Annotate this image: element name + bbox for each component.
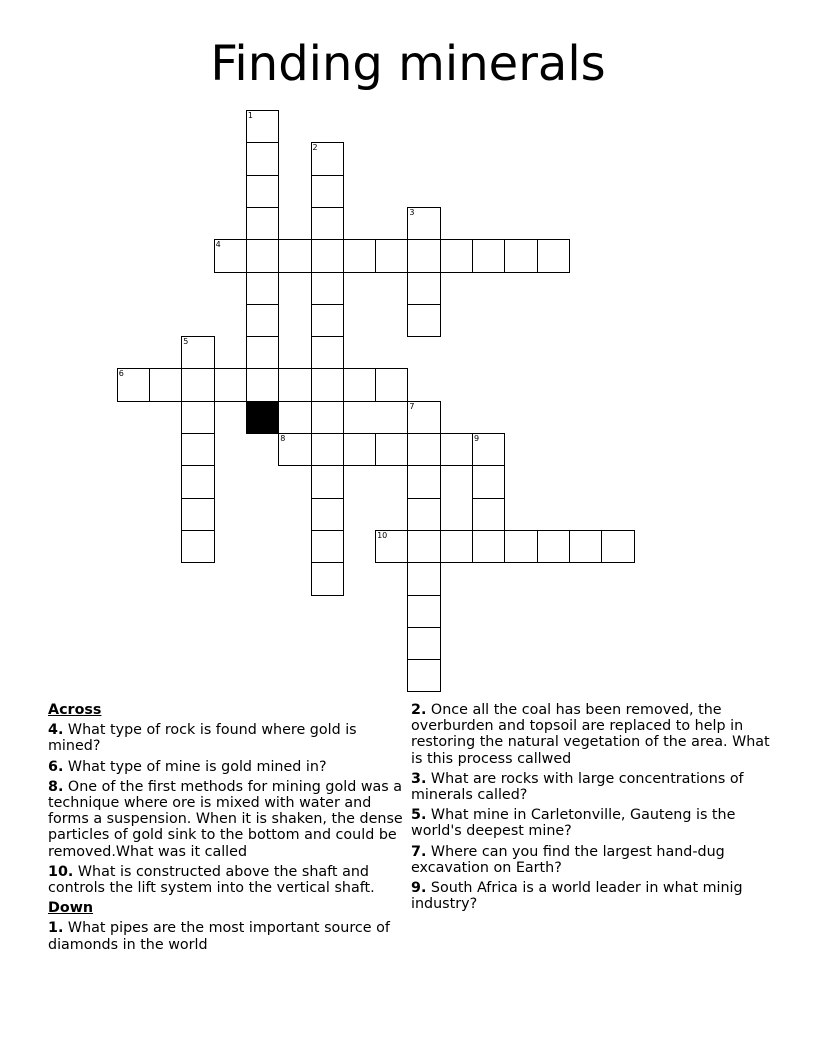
cell-number: 9	[474, 434, 480, 443]
grid-cell[interactable]	[181, 336, 214, 369]
grid-cell[interactable]	[601, 530, 634, 563]
clue-text: What mine in Carletonville, Gauteng is the world's deepest mine?	[411, 807, 736, 840]
grid-cell[interactable]	[537, 239, 570, 272]
grid-cell[interactable]	[214, 368, 247, 401]
grid-cell[interactable]	[407, 595, 440, 628]
grid-cell[interactable]	[343, 433, 376, 466]
grid-cell[interactable]	[537, 530, 570, 563]
cell-number: 4	[215, 240, 221, 250]
clues-left-column	[48, 702, 408, 957]
cell-number: 8	[280, 434, 286, 443]
clues-right-column	[411, 702, 771, 916]
grid-cell[interactable]	[472, 433, 505, 466]
clue-across-8	[48, 779, 408, 860]
clue-across-6	[48, 759, 408, 775]
grid-cell[interactable]	[278, 239, 311, 272]
grid-cell[interactable]	[246, 207, 279, 240]
grid-cell[interactable]	[246, 239, 279, 272]
grid-cell[interactable]	[375, 239, 408, 272]
grid-cell[interactable]	[149, 368, 182, 401]
grid-cell[interactable]	[311, 142, 344, 175]
clue-number: 6.	[48, 758, 64, 775]
grid-cell[interactable]	[181, 368, 214, 401]
clue-across-10	[48, 864, 408, 896]
grid-cell[interactable]	[407, 433, 440, 466]
grid-cell[interactable]	[343, 368, 376, 401]
grid-cell[interactable]	[246, 142, 279, 175]
grid-cell[interactable]	[311, 530, 344, 563]
grid-cell[interactable]	[278, 433, 311, 466]
grid-cell[interactable]	[375, 368, 408, 401]
clue-down-1	[48, 920, 408, 952]
grid-cell[interactable]	[246, 175, 279, 208]
clue-text: Where can you find the largest hand-dug excavation on Earth?	[411, 843, 725, 876]
clue-number: 4.	[48, 722, 64, 739]
grid-cell[interactable]	[311, 239, 344, 272]
clue-number: 1.	[48, 920, 64, 937]
grid-cell[interactable]	[311, 272, 344, 305]
clue-number: 7.	[411, 843, 427, 860]
cell-number: 6	[118, 369, 124, 379]
clue-number: 8.	[48, 778, 64, 795]
grid-cell[interactable]	[311, 498, 344, 531]
grid-cell[interactable]	[246, 304, 279, 337]
clue-text: What are rocks with large concentrations of minerals called?	[411, 770, 744, 804]
cell-number: 3	[409, 207, 415, 217]
grid-cell[interactable]	[311, 401, 344, 434]
grid-cell[interactable]	[246, 336, 279, 369]
clue-text: South Africa is a world leader in what minig industry?	[411, 880, 743, 913]
grid-cell[interactable]	[472, 530, 505, 563]
across-heading: Across	[48, 702, 102, 718]
clue-number: 9.	[411, 880, 427, 897]
clue-text: Once all the coal has been removed, the overburden and topsoil are replaced to help in restoring the natural vegetation of the area. What is this process callwed	[411, 702, 770, 767]
grid-cell[interactable]	[246, 368, 279, 401]
clue-down-7	[411, 844, 771, 876]
clue-down-2	[411, 702, 771, 767]
grid-cell[interactable]	[311, 465, 344, 498]
clue-number: 10.	[48, 863, 74, 880]
grid-cell[interactable]	[472, 465, 505, 498]
grid-cell[interactable]	[214, 239, 247, 272]
clue-across-4	[48, 722, 408, 754]
grid-cell[interactable]	[407, 304, 440, 337]
grid-cell[interactable]	[407, 498, 440, 531]
grid-cell[interactable]	[407, 530, 440, 563]
cell-number: 2	[312, 143, 318, 153]
grid-cell[interactable]	[407, 272, 440, 305]
down-heading: Down	[48, 900, 94, 917]
cell-number: 7	[409, 401, 415, 411]
grid-cell[interactable]	[472, 498, 505, 531]
grid-cell[interactable]	[407, 239, 440, 272]
grid-cell[interactable]	[311, 304, 344, 337]
clue-text: What type of mine is gold mined in?	[63, 758, 327, 775]
grid-cell[interactable]	[407, 465, 440, 498]
clue-text: One of the first methods for mining gold was a technique where ore is mixed with water and forms a suspension. When it is shaken, the dense particles of gold sink to the bottom and could be removed.What was it called	[48, 778, 403, 860]
grid-cell[interactable]	[117, 368, 150, 401]
grid-cell[interactable]	[311, 336, 344, 369]
grid-cell[interactable]	[440, 530, 473, 563]
grid-cell[interactable]	[278, 368, 311, 401]
cell-number: 5	[183, 337, 189, 347]
grid-cell[interactable]	[407, 401, 440, 434]
grid-cell[interactable]	[407, 562, 440, 595]
clue-down-9	[411, 880, 771, 912]
grid-cell[interactable]	[407, 659, 440, 692]
grid-cell[interactable]	[472, 239, 505, 272]
cell-number: 10	[377, 530, 388, 540]
grid-cell[interactable]	[375, 433, 408, 466]
grid-cell[interactable]	[181, 465, 214, 498]
puzzle-title: Finding minerals	[210, 36, 606, 92]
grid-cell[interactable]	[504, 530, 537, 563]
grid-cell[interactable]	[407, 627, 440, 660]
grid-cell[interactable]	[311, 433, 344, 466]
grid-cell[interactable]	[407, 207, 440, 240]
grid-cell[interactable]	[375, 530, 408, 563]
grid-cell[interactable]	[311, 562, 344, 595]
grid-cell[interactable]	[181, 530, 214, 563]
grid-cell[interactable]	[278, 401, 311, 434]
grid-cell[interactable]	[569, 530, 602, 563]
grid-cell[interactable]	[311, 368, 344, 401]
clue-number: 3.	[411, 770, 427, 787]
clue-down-5	[411, 807, 771, 839]
clue-number: 5.	[411, 807, 427, 824]
grid-cell[interactable]	[246, 272, 279, 305]
grid-cell[interactable]	[181, 401, 214, 434]
grid-cell[interactable]	[311, 207, 344, 240]
clue-text: What is constructed above the shaft and controls the lift system into the vertical shaft.	[48, 863, 375, 897]
clue-down-3	[411, 771, 771, 803]
grid-cell[interactable]	[440, 239, 473, 272]
grid-cell[interactable]	[181, 433, 214, 466]
clue-number: 2.	[411, 702, 427, 718]
grid-cell[interactable]	[246, 110, 279, 143]
cell-number: 1	[247, 111, 253, 120]
grid-cell[interactable]	[181, 498, 214, 531]
clue-text: What type of rock is found where gold is mined?	[48, 722, 357, 755]
grid-cell[interactable]	[343, 239, 376, 272]
grid-cell[interactable]	[440, 433, 473, 466]
grid-cell[interactable]	[504, 239, 537, 272]
grid-cell[interactable]	[311, 175, 344, 208]
clue-text: What pipes are the most important source of diamonds in the world	[48, 920, 390, 953]
grid-block-cell	[246, 401, 279, 434]
